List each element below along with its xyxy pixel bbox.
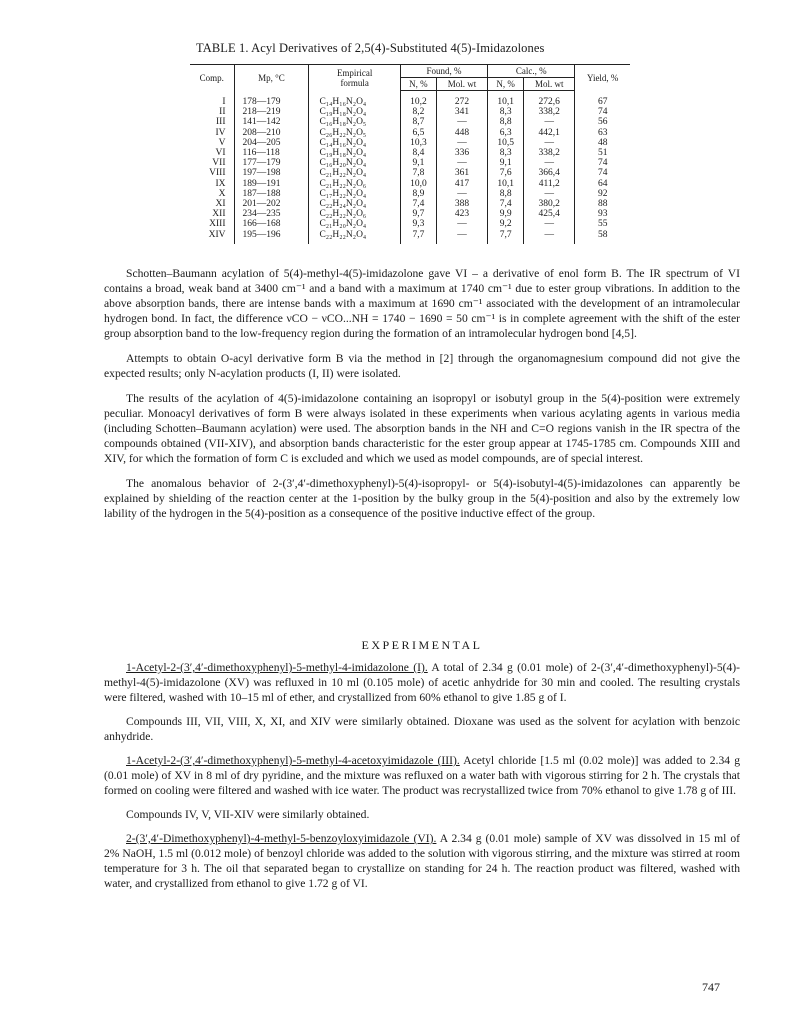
procedure-4: Compounds IV, V, VII-XIV were similarly obtained. [126,808,370,821]
cell-calc-n: 9,1 [488,158,524,168]
table-body [190,91,630,244]
cell-found-mw: — [436,117,487,127]
cell-found-n: 10,2 [400,91,436,108]
cell-mp: 116—118 [234,148,309,158]
table-title: TABLE 1. Acyl Derivatives of 2,5(4)-Substituted 4(5)-Imidazolones [196,41,545,55]
cell-yield: 92 [575,189,630,199]
table-row [190,230,630,244]
col-calc-n: N, % [488,78,524,91]
cell-calc-n: 8,3 [488,148,524,158]
cell-formula: C₁₄H₁₆N₂O₄ [309,138,400,148]
cell-calc-mw: 366,4 [524,168,575,178]
cell-yield: 56 [575,117,630,127]
section-heading-experimental: EXPERIMENTAL [361,638,483,652]
cell-mp: 234—235 [234,209,309,219]
table-row [190,138,630,148]
acyl-derivatives-table [190,64,630,244]
cell-calc-mw: — [524,219,575,229]
cell-found-n: 8,4 [400,148,436,158]
table-row [190,168,630,178]
procedure-1-title: 1-Acetyl-2-(3′,4′-dimethoxyphenyl)-5-methyl-4-imidazolone (I). [126,661,428,674]
discussion-text [104,266,740,521]
cell-mp: 197—198 [234,168,309,178]
cell-calc-n: 8,8 [488,117,524,127]
cell-yield: 67 [575,91,630,108]
cell-found-mw: — [436,189,487,199]
cell-yield: 58 [575,230,630,244]
cell-comp: XIII [209,219,226,230]
procedure-5 [104,831,740,891]
cell-yield: 93 [575,209,630,219]
cell-calc-n: 8,3 [488,107,524,117]
cell-found-n: 10,3 [400,138,436,148]
cell-calc-mw: 272,6 [524,91,575,108]
procedure-1-text: A total of 2.34 g (0.01 mole) of 2-(3′,4′-dimethoxyphenyl)-5(4)-methyl-4(5)-imidazolone (XV) was refluxed in 10 ml (0.105 mole) of acetic anhydride for 30 min and cooled. The resulting crystals were filtered, washed with 10–15 ml of ether, and crystallized from 60% ethanol to give 1.85 g of I. [104,661,740,704]
cell-found-n: 8,9 [400,189,436,199]
cell-calc-mw: 411,2 [524,179,575,189]
paragraph-4: The anomalous behavior of 2-(3′,4′-dimethoxyphenyl)-5(4)-isopropyl- or 5(4)-isobutyl-4(5)-imidazolones can apparently be explained by shielding of the reaction center at the 1-position by the bulky group in the 5(4)-position and also by the extremely low lability of the hydrogen in the 5(4)-position as a consequence of the positive inductive effect of the group. [104,477,740,520]
cell-found-n: 6,5 [400,128,436,138]
table-row [190,219,630,229]
paragraph-2: Attempts to obtain O-acyl derivative form B via the method in [2] through the organomagnesium compound did not give the expected results; only N-acylation products (I, II) were isolated. [104,352,740,380]
cell-calc-mw: 338,2 [524,148,575,158]
cell-mp: 189—191 [234,179,309,189]
cell-calc-mw: 442,1 [524,128,575,138]
cell-found-mw: 417 [436,179,487,189]
cell-calc-n: 10,1 [488,91,524,108]
cell-mp: 141—142 [234,117,309,127]
cell-yield: 64 [575,179,630,189]
cell-yield: 51 [575,148,630,158]
cell-calc-n: 7,7 [488,230,524,244]
cell-calc-n: 8,8 [488,189,524,199]
cell-calc-mw: — [524,158,575,168]
col-calc: Calc., % [488,65,575,78]
cell-formula: C₁₇H₂₂N₂O₄ [309,189,400,199]
cell-calc-n: 7,4 [488,199,524,209]
col-found-mw: Mol. wt [436,78,487,91]
cell-formula: C₂₁H₂₂N₂O₄ [309,168,400,178]
cell-mp: 218—219 [234,107,309,117]
table-row [190,209,630,219]
table-row [190,189,630,199]
cell-calc-n: 10,5 [488,138,524,148]
cell-found-n: 7,4 [400,199,436,209]
cell-yield: 74 [575,158,630,168]
table-row [190,128,630,138]
page-number: 747 [702,980,720,994]
cell-found-n: 9,3 [400,219,436,229]
col-found-n: N, % [400,78,436,91]
cell-formula: C₂₁H₂₂N₂O₆ [309,179,400,189]
cell-found-mw: — [436,219,487,229]
cell-found-mw: 336 [436,148,487,158]
cell-formula: C₂₂H₂₄N₂O₄ [309,199,400,209]
cell-found-n: 10,0 [400,179,436,189]
table-row [190,158,630,168]
cell-formula: C₂₂H₂₂N₂O₆ [309,209,400,219]
cell-mp: 208—210 [234,128,309,138]
cell-found-mw: — [436,158,487,168]
cell-comp: XII [212,209,226,220]
cell-calc-n: 6,3 [488,128,524,138]
cell-mp: 204—205 [234,138,309,148]
cell-mp: 187—188 [234,189,309,199]
table-row [190,199,630,209]
table-row [190,91,630,108]
cell-yield: 48 [575,138,630,148]
cell-calc-n: 10,1 [488,179,524,189]
cell-yield: 74 [575,107,630,117]
cell-found-mw: — [436,138,487,148]
cell-comp: I [222,96,226,107]
col-formula-line2: formula [340,77,369,88]
cell-formula: C₁₉H₁₈N₂O₄ [309,107,400,117]
procedure-3-text: Acetyl chloride [1.5 ml (0.02 mole)] was added to 2.34 g (0.01 mole) of XV in 8 ml of dry pyridine, and the mixture was refluxed on a water bath with vigorous stirring for 2 h. The crystals that formed on cooling were filtered and washed with ice water. The product was recrystallized twice from 70% ethanol to give 1.78 g of III. [104,754,740,797]
cell-formula: C₁₆H₂₀N₂O₄ [309,158,400,168]
cell-calc-mw: 338,2 [524,107,575,117]
paragraph-3: The results of the acylation of 4(5)-imidazolone containing an isopropyl or isobutyl group in the 5(4)-position were extremely peculiar. Monoacyl derivatives of form B were always isolated in these experiments when various acylating agents in various media (including Schotten–Baumann acylation) were used. The absorption bands in the NH and C=O regions vanish in the IR spectra of the compounds obtained (VII-XIV), and absorption bands characteristic for the ester group appear at 1745-1785 cm. Compounds XIII and XIV, for which the formation of form C is excluded and which we used as model compounds, are of special interest. [104,392,740,465]
cell-calc-n: 7,6 [488,168,524,178]
procedure-2: Compounds III, VII, VIII, X, XI, and XIV were similarly obtained. Dioxane was used as the solvent for acylation with benzoic anhydride. [104,715,740,743]
col-calc-mw: Mol. wt [524,78,575,91]
cell-mp: 177—179 [234,158,309,168]
procedure-3-title: 1-Acetyl-2-(3′,4′-dimethoxyphenyl)-5-methyl-4-acetoxyimidazole (III). [126,754,460,767]
cell-formula: C₂₆H₂₂N₂O₅ [309,128,400,138]
cell-calc-mw: — [524,117,575,127]
cell-yield: 74 [575,168,630,178]
cell-comp: III [216,117,226,128]
cell-found-mw: 341 [436,107,487,117]
experimental-text [104,660,740,891]
table-row [190,179,630,189]
cell-formula: C₂₁H₂₀N₂O₄ [309,219,400,229]
cell-calc-n: 9,9 [488,209,524,219]
cell-found-n: 8,2 [400,107,436,117]
cell-calc-mw: 380,2 [524,199,575,209]
cell-found-mw: — [436,230,487,244]
cell-calc-n: 9,2 [488,219,524,229]
cell-found-n: 7,8 [400,168,436,178]
cell-calc-mw: 425,4 [524,209,575,219]
table-row [190,148,630,158]
cell-yield: 63 [575,128,630,138]
cell-calc-mw: — [524,189,575,199]
cell-found-n: 9,1 [400,158,436,168]
cell-comp: VIII [209,168,226,179]
procedure-1 [104,660,740,705]
paragraph-1: Schotten–Baumann acylation of 5(4)-methyl-4(5)-imidazolone gave VI – a derivative of enol form B. The IR spectrum of VI contains a broad, weak band at 3400 cm⁻¹ and a band with a maximum at 1740 cm⁻¹ due to ester group vibrations. In addition to the above absorption bands, there are intense bands with a maximum at 1690 cm⁻¹ associated with the development of an intramolecular hydrogen bond. In fact, the difference νCO − νCO...NH = 1740 − 1690 = 50 cm⁻¹ is in complete agreement with the shift of the ester group absorption band to the low-frequency region during the formation of an intramolecular hydrogen bond [4,5]. [104,267,740,340]
cell-formula: C₂₂H₂₂N₂O₄ [309,230,400,244]
procedure-5-title: 2-(3′,4′-Dimethoxyphenyl)-4-methyl-5-benzoyloxyimidazole (VI). [126,832,437,845]
cell-found-mw: 361 [436,168,487,178]
procedure-3 [104,753,740,798]
col-formula [309,65,400,91]
cell-found-n: 9,7 [400,209,436,219]
cell-comp: XIV [208,229,226,240]
cell-comp: IX [215,178,226,189]
cell-found-mw: 448 [436,128,487,138]
cell-mp: 195—196 [234,230,309,244]
cell-formula: C₁₉H₁₈N₂O₄ [309,148,400,158]
cell-mp: 166—168 [234,219,309,229]
cell-formula: C₁₄H₁₆N₂O₄ [309,91,400,108]
cell-found-mw: 388 [436,199,487,209]
cell-calc-mw: — [524,230,575,244]
col-formula-line1: Empirical [336,67,373,78]
col-found: Found, % [400,65,487,78]
cell-comp: VI [215,148,226,159]
cell-comp: II [219,107,226,118]
cell-yield: 55 [575,219,630,229]
col-comp: Comp. [190,65,234,91]
cell-formula: C₁₆H₁₈N₂O₅ [309,117,400,127]
cell-found-n: 8,7 [400,117,436,127]
cell-comp: X [218,188,226,199]
cell-found-n: 7,7 [400,230,436,244]
cell-comp: IV [215,127,226,138]
cell-comp: XI [215,199,226,210]
cell-mp: 201—202 [234,199,309,209]
cell-found-mw: 423 [436,209,487,219]
cell-mp: 178—179 [234,91,309,108]
col-yield: Yield, % [575,65,630,91]
cell-comp: VII [212,158,226,169]
procedure-5-text: A 2.34 g (0.01 mole) sample of XV was dissolved in 15 ml of 2% NaOH, 1.5 ml (0.012 mole) of benzoyl chloride was added to the solution with vigorous stirring, and the mixture was stirred at room temperature for 3 h. The oil that separated began to crystallize on standing for 24 h. The reaction product was filtered, washed with water, and crystallized from ethanol to give 1.72 g of VI. [104,832,740,890]
cell-yield: 88 [575,199,630,209]
cell-comp: V [218,137,226,148]
table-row [190,117,630,127]
table-row [190,107,630,117]
cell-calc-mw: — [524,138,575,148]
cell-found-mw: 272 [436,91,487,108]
col-mp: Mp, °C [234,65,309,91]
